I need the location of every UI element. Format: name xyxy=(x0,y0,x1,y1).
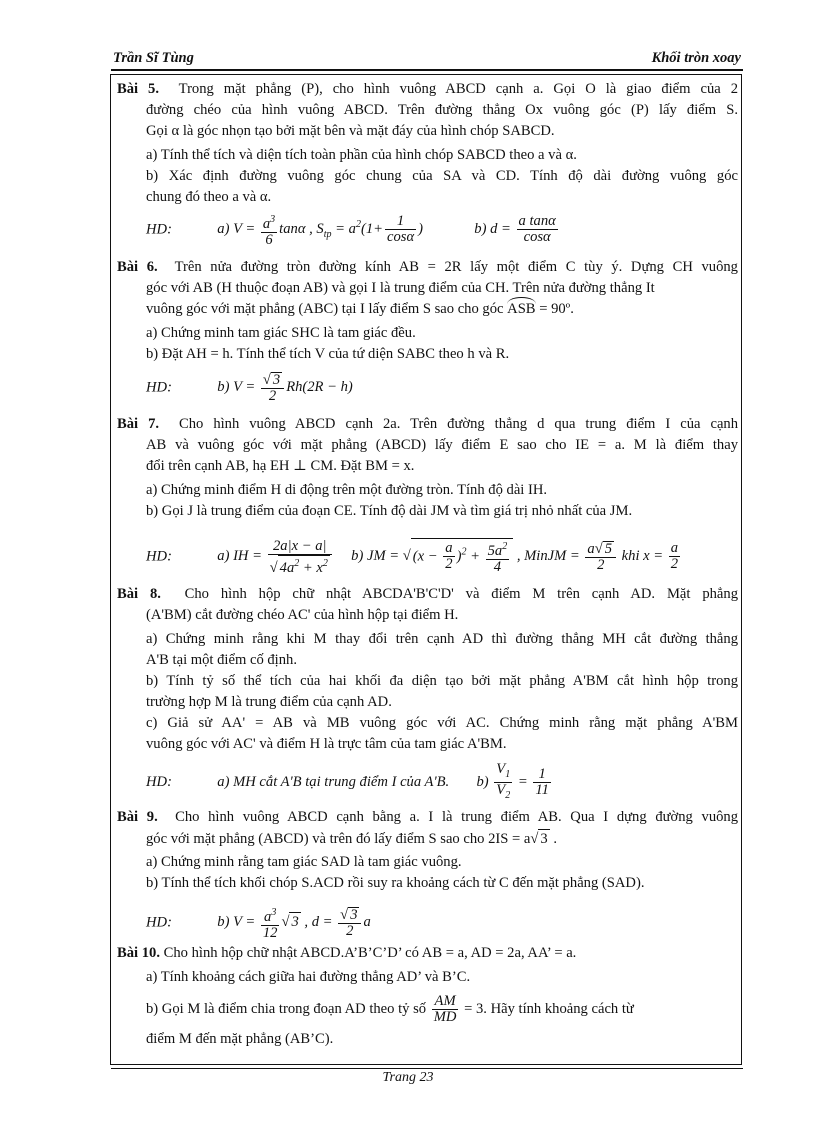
b7-formula-ih: a) IH = $\frac{2a|x - a|}{√ 4a^2 + x^2}$ xyxy=(217,548,334,564)
b8-title xyxy=(117,585,738,603)
b8-hint xyxy=(146,762,553,803)
b5-line2: đường chéo của hình vuông ABCD. Trên đường thẳng Ox vuông góc (P) lấy điểm S. xyxy=(146,102,738,118)
b5-label: Bài 5. xyxy=(117,81,159,97)
b5-hd: HD: xyxy=(146,221,172,238)
b8-hd: HD: xyxy=(146,773,172,790)
b6-title xyxy=(117,258,738,276)
b6-line2: góc với AB (H thuộc đoạn AB) và gọi I là trung điểm của CH. Trên nửa đường thẳng It xyxy=(146,280,655,296)
b7-line1: Cho hình vuông ABCD cạnh 2a. Trên đường thẳng d qua trung điểm I của cạnh xyxy=(179,416,739,432)
b8-label: Bài 8. xyxy=(117,586,161,602)
page-number: Trang 23 xyxy=(382,1070,434,1085)
b6-line1: Trên nửa đường tròn đường kính AB = 2R lấy một điểm C tùy ý. Dựng CH vuông xyxy=(174,259,738,275)
b9-line1: Cho hình vuông ABCD cạnh bằng a. I là trung điểm AB. Qua I dựng đường vuông xyxy=(175,809,739,825)
b8-hint-a: a) MH cắt A'B tại trung điểm I của A'B. xyxy=(217,773,450,790)
b9-hd: HD: xyxy=(146,914,172,931)
header-chapter: Khối tròn xoay xyxy=(651,50,741,66)
b8-formula: $\frac{V_1}{V_2}$ = $\frac{1}{11}$ xyxy=(496,761,549,801)
b10-part-a: a) Tính khoảng cách giữa hai đường thẳng AD’ và B’C. xyxy=(146,969,471,985)
b5-part-b2: chung đó theo a và α. xyxy=(146,189,272,205)
b7-hint xyxy=(146,538,682,575)
b6-hint xyxy=(146,372,353,404)
b7-line3: đổi trên cạnh AB, hạ EH ⊥ CM. Đặt BM = x. xyxy=(146,458,415,474)
b7-part-b: b) Gọi J là trung điểm của đoạn CE. Tính độ dài JM và tìm giá trị nhỏ nhất của JM. xyxy=(146,503,633,519)
b7-part-a: a) Chứng minh điểm H di động trên một đường tròn. Tính độ dài IH. xyxy=(146,482,548,498)
b8-part-b1: b) Tính tỷ số thể tích của hai khối đa diện tạo bởi mặt phẳng A'BM cắt hình hộp trong xyxy=(146,673,738,689)
b9-hint xyxy=(146,905,371,941)
b5-part-b1: b) Xác định đường vuông góc chung của SA và CD. Tính độ dài đường vuông góc xyxy=(146,168,738,184)
b6-hd: HD: xyxy=(146,379,172,396)
b8-hint-b: b) xyxy=(476,773,489,790)
b5-title xyxy=(117,80,738,98)
b10-part-b1: b) Gọi M là điểm chia trong đoạn AD theo tỷ số $\frac{AM}{MD}$ = 3. Hãy tính khoảng cách từ xyxy=(146,993,634,1025)
b10-line1: Cho hình hộp chữ nhật ABCD.A’B’C’D’ có AB = a, AD = 2a, AA’ = a. xyxy=(163,945,577,961)
b7-line2: AB và vuông góc với mặt phẳng (ABCD) lấy điểm E sao cho IE = a. M là điểm thay xyxy=(146,437,738,453)
b8-line2: (A'BM) cắt đường chéo AC' của hình hộp tại điểm H. xyxy=(146,607,459,623)
b8-part-b2: trường hợp M là trung điểm của cạnh AD. xyxy=(146,694,392,710)
b7-label: Bài 7. xyxy=(117,416,160,432)
b6-formula: b) V = $\frac{√ 3}{2}$ Rh(2R − h) xyxy=(217,372,353,404)
b7-formula-jm: b) JM = √ (x − $\frac{a}{2}$ )$^2$ + $\frac{5a^2}{4}$ , MinJM = $\frac{a√ 5}{2}$ khi x = $\frac{a}{2}$ xyxy=(351,548,682,564)
b8-part-a2: A'B tại một điểm cố định. xyxy=(146,652,297,668)
page-header xyxy=(111,50,743,70)
b9-title xyxy=(117,808,738,826)
b10-label: Bài 10. xyxy=(117,945,160,961)
b9-part-b: b) Tính thể tích khối chóp S.ACD rồi suy ra khoảng cách từ C đến mặt phẳng (SAD). xyxy=(146,875,645,891)
b9-line2: góc với mặt phẳng (ABCD) và trên đó lấy điểm S sao cho 2IS = a√ 3 . xyxy=(146,831,557,847)
b8-line1: Cho hình hộp chữ nhật ABCDA'B'C'D' và điểm M trên cạnh AD. Mặt phẳng xyxy=(184,586,738,602)
b10-title xyxy=(117,944,576,962)
b9-formula: b) V = $\frac{a^3}{12}$ √ 3 , d = $\frac{√ 3}{2}$ a xyxy=(217,906,371,941)
b7-hd: HD: xyxy=(146,548,172,565)
b5-part-a: a) Tính thể tích và diện tích toàn phần của hình chóp SABCD theo a và α. xyxy=(146,147,577,163)
b8-part-c1: c) Giả sử AA' = AB và MB vuông góc với AC. Chứng minh rằng mặt phẳng A'BM xyxy=(146,715,738,731)
b9-label: Bài 9. xyxy=(117,809,158,825)
b8-part-a1: a) Chứng minh rằng khi M thay đổi trên cạnh AD thì đường thẳng MH cắt đường thẳng xyxy=(146,631,738,647)
b10-part-b2: điểm M đến mặt phẳng (AB’C). xyxy=(146,1031,334,1047)
b10-ratio: $\frac{AM}{MD}$ xyxy=(433,993,457,1025)
b5-hint xyxy=(146,212,560,248)
b5-line3: Gọi α là góc nhọn tạo bởi mặt bên và mặt đáy của hình chóp SABCD. xyxy=(146,123,555,139)
b5-formula-v: a) V = $\frac{a^3}{6}$ tanα , $S_{tp} = a^2(1+$ $\frac{1}{\cos\alpha}$ ) xyxy=(217,213,427,248)
b7-title xyxy=(117,415,738,433)
b6-line3: vuông góc với mặt phẳng (ABC) tại I lấy điểm S sao cho góc ASB = 90º. xyxy=(146,301,574,317)
b6-angle-asb: ASB xyxy=(507,301,536,317)
b5-formula-d: b) d = $\frac{\text{a tanα}}{\cos\alpha}$ xyxy=(474,213,556,246)
b6-part-b: b) Đặt AH = h. Tính thể tích V của tứ diện SABC theo h và R. xyxy=(146,346,510,362)
b6-part-a: a) Chứng minh tam giác SHC là tam giác đều. xyxy=(146,325,416,341)
b6-label: Bài 6. xyxy=(117,259,158,275)
b9-part-a: a) Chứng minh rằng tam giác SAD là tam giác vuông. xyxy=(146,854,462,870)
b5-line1: Trong mặt phẳng (P), cho hình vuông ABCD cạnh a. Gọi O là giao điểm của 2 xyxy=(178,81,738,97)
header-rule xyxy=(111,69,743,71)
footer-rule xyxy=(111,1068,743,1069)
header-author: Trần Sĩ Tùng xyxy=(113,50,194,66)
b8-part-c2: vuông góc với AC' và điểm H là trực tâm của tam giác A'BM. xyxy=(146,736,507,752)
